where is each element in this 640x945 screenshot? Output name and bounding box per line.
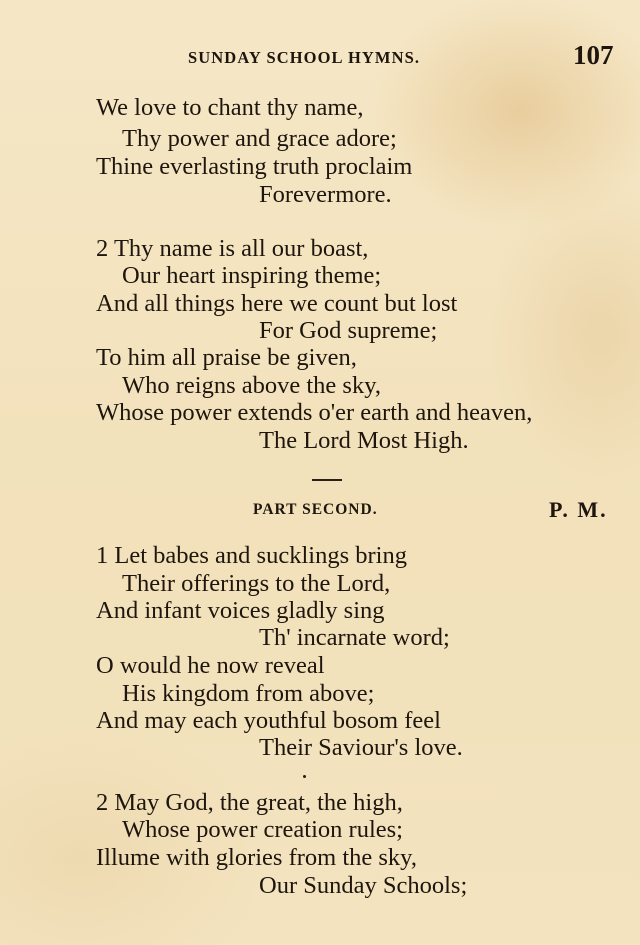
verse-line: O would he now reveal (96, 652, 325, 679)
verse-line: To him all praise be given, (96, 344, 357, 371)
verse-line: His kingdom from above; (122, 680, 375, 707)
verse-line: For God supreme; (259, 317, 438, 344)
verse-line: Thy power and grace adore; (122, 125, 397, 152)
verse-line: And infant voices gladly sing (96, 597, 385, 624)
verse-line: 2 May God, the great, the high, (96, 789, 403, 816)
verse-line: Illume with glories from the sky, (96, 844, 417, 871)
meter-label: P. M. (549, 497, 608, 522)
verse-line: Who reigns above the sky, (122, 372, 381, 399)
running-header: SUNDAY SCHOOL HYMNS. (188, 48, 421, 67)
verse-number: 1 (96, 542, 109, 569)
section-divider (312, 479, 342, 481)
verse-line: And may each youthful bosom feel (96, 707, 441, 734)
verse-line: Our Sunday Schools; (259, 872, 468, 899)
verse-line: 1 Let babes and sucklings bring (96, 542, 407, 569)
page-number: 107 (573, 40, 614, 70)
verse-line: The Lord Most High. (259, 427, 469, 454)
verse-line: Their offerings to the Lord, (122, 570, 391, 597)
verse-line: 2 Thy name is all our boast, (96, 235, 369, 262)
verse-line: Whose power extends o'er earth and heaven, (96, 399, 533, 426)
verse-line: Th' incarnate word; (259, 624, 450, 651)
verse-number: 2 (96, 235, 109, 262)
verse-line: And all things here we count but lost (96, 290, 458, 317)
verse-line: Our heart inspiring theme; (122, 262, 382, 289)
print-speck (303, 775, 306, 778)
verse-line: We love to chant thy name, (96, 94, 364, 121)
verse-line: Forevermore. (259, 181, 392, 208)
verse-line: Their Saviour's love. (259, 734, 463, 761)
verse-number: 2 (96, 789, 109, 816)
verse-line: Thine everlasting truth proclaim (96, 153, 413, 180)
part-title: PART SECOND. (253, 501, 378, 518)
verse-line: Whose power creation rules; (122, 816, 403, 843)
